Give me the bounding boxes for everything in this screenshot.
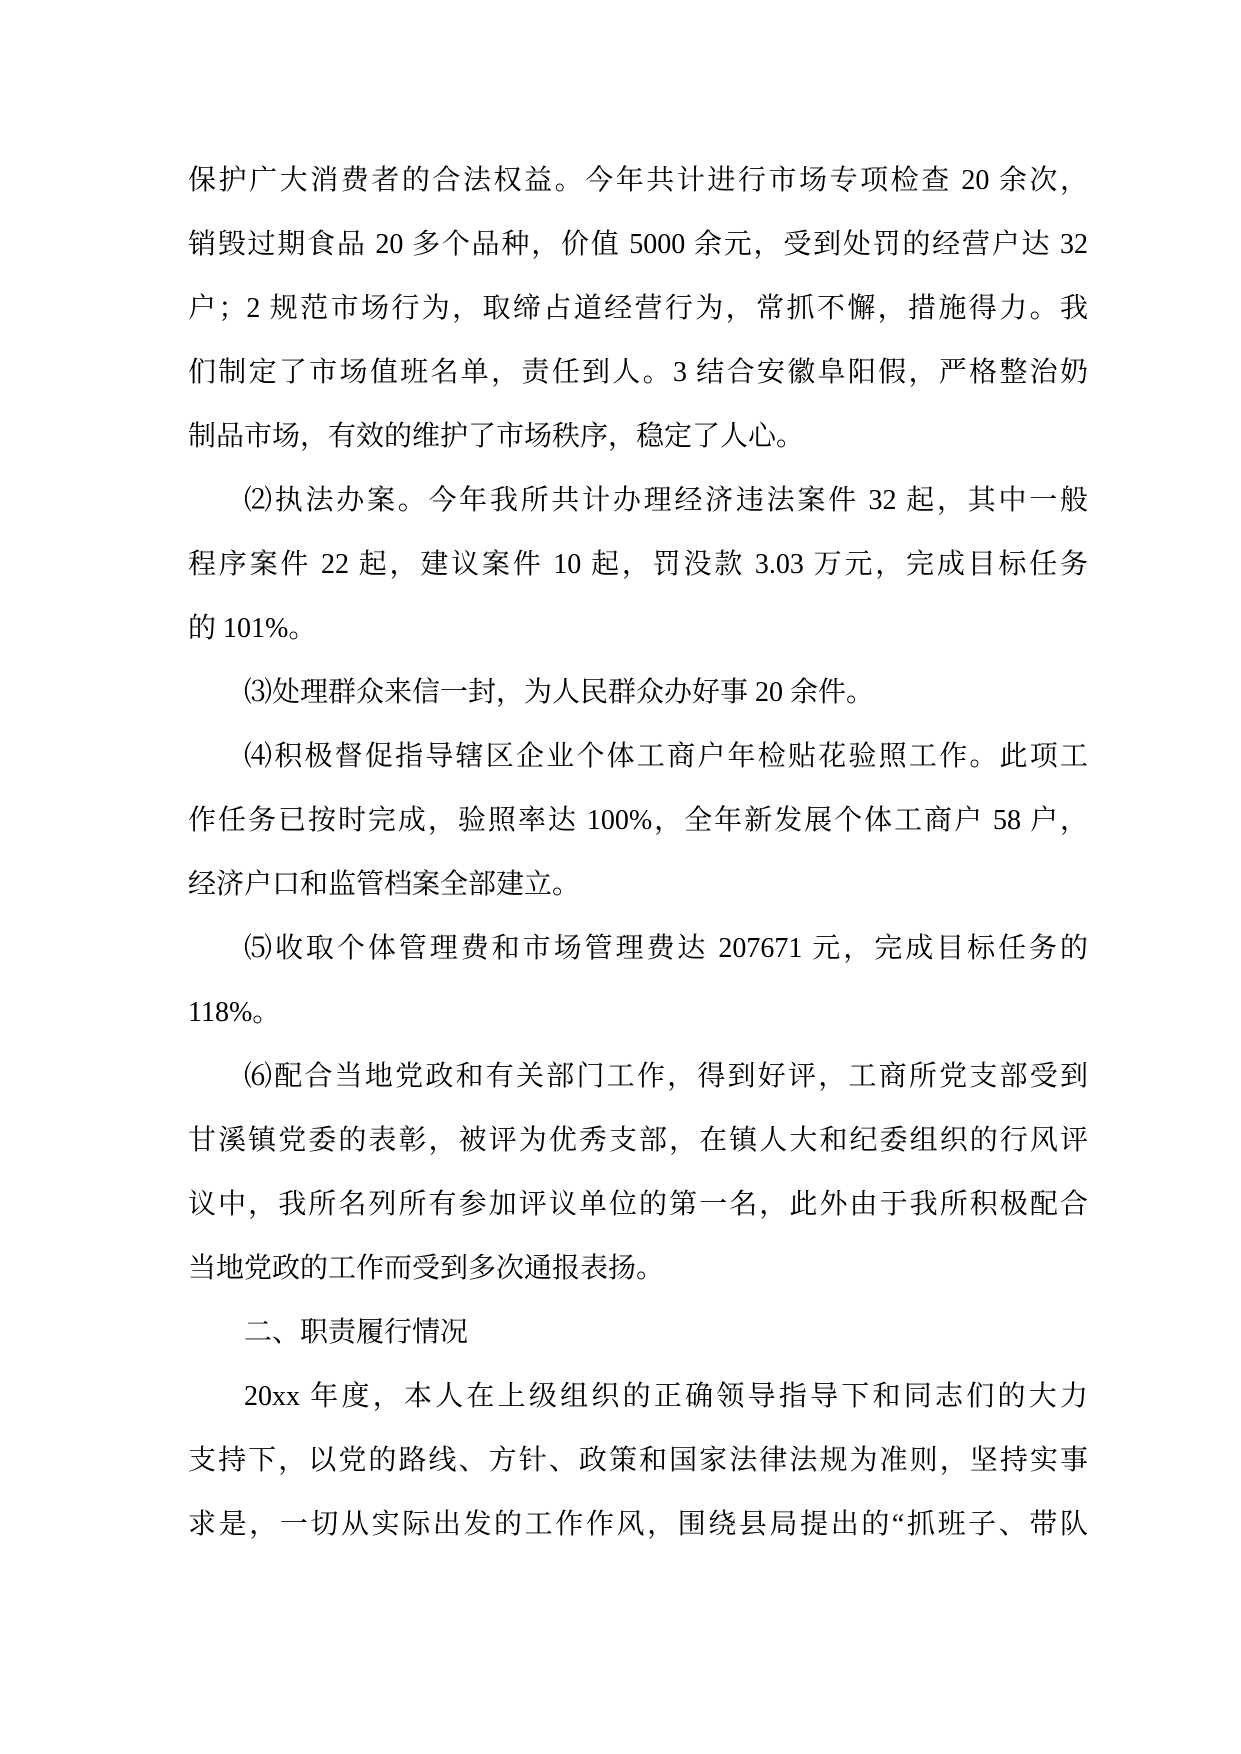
text-line: 程序案件 22 起，建议案件 10 起，罚没款 3.03 万元，完成目标任务 — [188, 549, 1088, 580]
paragraph — [188, 149, 1088, 469]
paragraph — [188, 1301, 1088, 1365]
text-line: 118%。 — [188, 997, 281, 1028]
document-body — [188, 149, 1088, 1557]
text-line: ⑹配合当地党政和有关部门工作，得到好评，工商所党支部受到 — [244, 1061, 1088, 1092]
text-line: 议中，我所名列所有参加评议单位的第一名，此外由于我所积极配合 — [188, 1189, 1088, 1220]
text-line: 保护广大消费者的合法权益。今年共计进行市场专项检查 20 余次， — [188, 165, 1088, 196]
text-line: 支持下，以党的路线、方针、政策和国家法律法规为准则，坚持实事 — [188, 1445, 1088, 1476]
text-line: 20xx 年度，本人在上级组织的正确领导指导下和同志们的大力 — [244, 1381, 1088, 1412]
text-line: 们制定了市场值班名单，责任到人。3 结合安徽阜阳假，严格整治奶 — [188, 357, 1088, 388]
paragraph — [188, 661, 1088, 725]
text-line: 制品市场，有效的维护了市场秩序，稳定了人心。 — [188, 421, 805, 452]
text-line: 当地党政的工作而受到多次通报表扬。 — [188, 1253, 665, 1284]
paragraph — [188, 1045, 1088, 1301]
text-line: 销毁过期食品 20 多个品种，价值 5000 余元，受到处罚的经营户达 32 — [188, 229, 1088, 260]
text-line: ⑷积极督促指导辖区企业个体工商户年检贴花验照工作。此项工 — [244, 741, 1088, 772]
text-line: 二、职责履行情况 — [244, 1317, 469, 1348]
text-line: 的 101%。 — [188, 613, 317, 644]
paragraph — [188, 1365, 1088, 1557]
paragraph — [188, 917, 1088, 1045]
text-line: 甘溪镇党委的表彰，被评为优秀支部，在镇人大和纪委组织的行风评 — [188, 1125, 1088, 1156]
text-line: 户；2 规范市场行为，取缔占道经营行为，常抓不懈，措施得力。我 — [188, 293, 1088, 324]
text-line: ⑶处理群众来信一封，为人民群众办好事 20 余件。 — [244, 677, 875, 708]
text-line: 作任务已按时完成，验照率达 100%，全年新发展个体工商户 58 户， — [188, 805, 1088, 836]
text-line: 经济户口和监管档案全部建立。 — [188, 869, 581, 900]
text-line: 求是，一切从实际出发的工作作风，围绕县局提出的“抓班子、带队 — [188, 1509, 1088, 1540]
paragraph — [188, 725, 1088, 917]
text-line: ⑸收取个体管理费和市场管理费达 207671 元，完成目标任务的 — [244, 933, 1088, 964]
text-line: ⑵执法办案。今年我所共计办理经济违法案件 32 起，其中一般 — [244, 485, 1088, 516]
paragraph — [188, 469, 1088, 661]
